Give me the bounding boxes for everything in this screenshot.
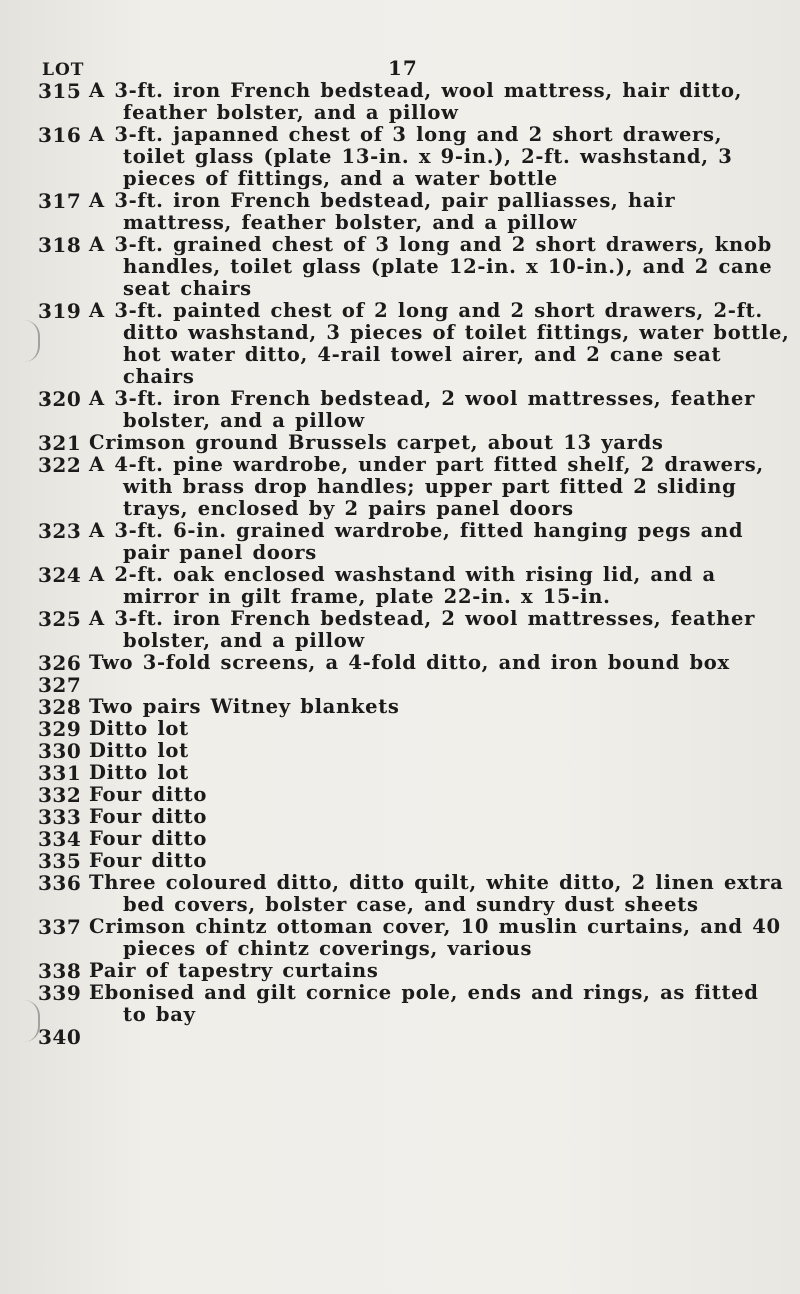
lot-description: Ebonised and gilt cornice pole, ends and rings, as fitted to bay [89, 981, 759, 1026]
lot-description: A 3-ft. iron French bedstead, 2 wool mattresses, feather bolster, and a pillow [89, 387, 756, 432]
lot-description: Ditto lot [89, 717, 189, 740]
lot-number: 330 [38, 739, 82, 763]
lot-number: 331 [38, 761, 82, 785]
lot-description: Two 3-fold screens, a 4-fold ditto, and iron bound box [89, 651, 730, 674]
lot-description: A 3-ft. japanned chest of 3 long and 2 short drawers, toilet glass (plate 13-in. x 9-in.), 2-ft. washstand, 3 pieces of fittings, and a water bottle [89, 123, 733, 190]
page-number: 17 [388, 56, 418, 80]
lot-description: A 2-ft. oak enclosed washstand with rising lid, and a mirror in gilt frame, plate 22-in. x 15-in. [89, 563, 716, 608]
lot-number: 325 [38, 607, 82, 631]
lot-entry [38, 718, 790, 740]
lot-entry [38, 872, 790, 916]
lot-number: 328 [38, 695, 82, 719]
lot-number: 320 [38, 387, 82, 411]
lot-description: A 4-ft. pine wardrobe, under part fitted shelf, 2 drawers, with brass drop handles; upper part fitted 2 sliding trays, enclosed by 2 pairs panel doors [89, 453, 764, 520]
lot-entry [38, 432, 790, 454]
lot-number: 317 [38, 189, 82, 213]
lot-number: 327 [38, 673, 82, 697]
lot-entry [38, 234, 790, 300]
lot-entry [38, 652, 790, 674]
lot-number: 321 [38, 431, 82, 455]
lot-description: Ditto lot [89, 761, 189, 784]
lot-entry [38, 828, 790, 850]
lot-entry [38, 124, 790, 190]
lot-description: Crimson chintz ottoman cover, 10 muslin curtains, and 40 pieces of chintz coverings, various [89, 915, 781, 960]
lot-entry [38, 850, 790, 872]
lot-number: 322 [38, 453, 82, 477]
lot-number: 332 [38, 783, 82, 807]
lot-description: Ditto lot [89, 739, 189, 762]
lot-entry [38, 784, 790, 806]
lot-description: Two pairs Witney blankets [89, 695, 400, 718]
lot-entry [38, 520, 790, 564]
lot-description: A 3-ft. 6-in. grained wardrobe, fitted hanging pegs and pair panel doors [89, 519, 744, 564]
lot-number: 324 [38, 563, 82, 587]
lot-description: Pair of tapestry curtains [89, 959, 379, 982]
lot-description: A 3-ft. iron French bedstead, pair palliasses, hair mattress, feather bolster, and a pillow [89, 189, 676, 234]
lot-description: Four ditto [89, 783, 208, 806]
lot-entry [38, 982, 790, 1026]
lot-description: A 3-ft. grained chest of 3 long and 2 short drawers, knob handles, toilet glass (plate 12-in. x 10-in.), and 2 cane seat chairs [89, 233, 773, 300]
lot-description: Four ditto [89, 805, 208, 828]
lot-number: 318 [38, 233, 82, 257]
lot-number: 315 [38, 79, 82, 103]
lot-entry [38, 960, 790, 982]
lot-entry [38, 564, 790, 608]
lot-entry [38, 674, 790, 696]
lot-description: A 3-ft. painted chest of 2 long and 2 short drawers, 2-ft. ditto washstand, 3 pieces of toilet fittings, water bottle, hot water ditto, 4-rail towel airer, and 2 cane seat chairs [89, 299, 790, 388]
lot-list [38, 80, 790, 1048]
lot-entry [38, 740, 790, 762]
lot-description: Three coloured ditto, ditto quilt, white ditto, 2 linen extra bed covers, bolster case, and sundry dust sheets [89, 871, 784, 916]
lot-entry [38, 762, 790, 784]
lot-description: Crimson ground Brussels carpet, about 13 yards [89, 431, 664, 454]
lot-description [89, 674, 790, 696]
lot-column-heading: LOT [42, 60, 85, 80]
lot-number: 338 [38, 959, 82, 983]
lot-number: 334 [38, 827, 82, 851]
lot-entry [38, 916, 790, 960]
lot-number: 337 [38, 915, 82, 939]
lot-number: 319 [38, 299, 82, 323]
lot-number: 316 [38, 123, 82, 147]
lot-number: 335 [38, 849, 82, 873]
lot-entry [38, 1026, 790, 1048]
lot-number: 339 [38, 981, 82, 1005]
lot-description: A 3-ft. iron French bedstead, 2 wool mattresses, feather bolster, and a pillow [89, 607, 756, 652]
lot-entry [38, 300, 790, 388]
lot-description: Four ditto [89, 849, 208, 872]
lot-number: 329 [38, 717, 82, 741]
lot-number: 336 [38, 871, 82, 895]
lot-entry [38, 80, 790, 124]
lot-description [89, 1026, 790, 1048]
lot-description: A 3-ft. iron French bedstead, wool mattress, hair ditto, feather bolster, and a pillow [89, 79, 743, 124]
lot-number: 323 [38, 519, 82, 543]
lot-entry [38, 608, 790, 652]
lot-entry [38, 388, 790, 432]
lot-number: 340 [38, 1025, 82, 1049]
lot-entry [38, 696, 790, 718]
lot-number: 333 [38, 805, 82, 829]
lot-entry [38, 454, 790, 520]
lot-number: 326 [38, 651, 82, 675]
lot-entry [38, 806, 790, 828]
lot-entry [38, 190, 790, 234]
lot-description: Four ditto [89, 827, 208, 850]
